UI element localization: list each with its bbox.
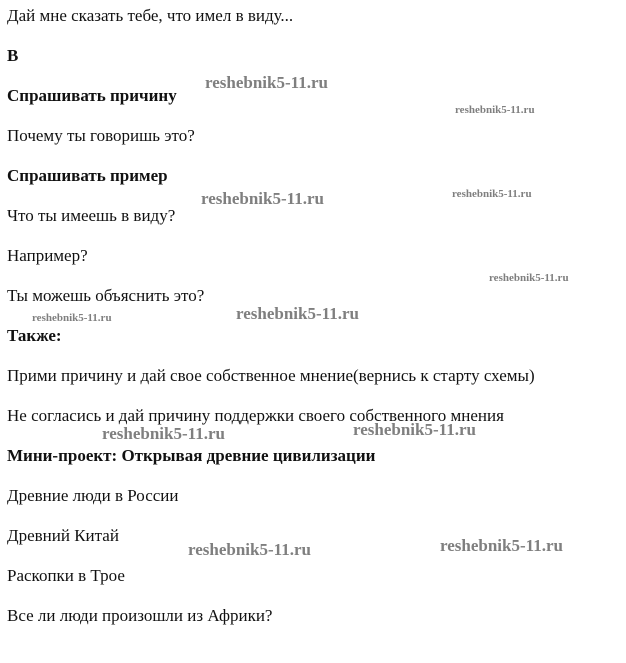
ask-example-question-3: Ты можешь объяснить это?: [7, 286, 205, 305]
topic-3: Раскопки в Трое: [7, 566, 125, 585]
topic-1: Древние люди в России: [7, 486, 179, 505]
also-heading: Также:: [7, 326, 62, 345]
watermark-text: reshebnik5-11.ru: [353, 420, 476, 439]
topic-4: Все ли люди произошли из Африки?: [7, 606, 273, 625]
watermark-text: reshebnik5-11.ru: [236, 304, 359, 323]
watermark-text: reshebnik5-11.ru: [455, 104, 535, 116]
topic-2: Древний Китай: [7, 526, 119, 545]
ask-reason-heading: Спрашивать причину: [7, 86, 177, 105]
also-item-2: Не согласись и дай причину поддержки своего собственного мнения: [7, 406, 504, 425]
ask-reason-question: Почему ты говоришь это?: [7, 126, 195, 145]
also-item-1: Прими причину и дай свое собственное мнение(вернись к старту схемы): [7, 366, 535, 385]
mini-project-heading: Мини-проект: Открывая древние цивилизации: [7, 446, 376, 465]
ask-example-question-1: Что ты имеешь в виду?: [7, 206, 176, 225]
ask-example-heading: Спрашивать пример: [7, 166, 168, 185]
watermark-text: reshebnik5-11.ru: [188, 540, 311, 559]
watermark-text: reshebnik5-11.ru: [32, 312, 112, 324]
intro-line: Дай мне сказать тебе, что имел в виду...: [7, 6, 294, 25]
watermark-text: reshebnik5-11.ru: [201, 189, 324, 208]
watermark-text: reshebnik5-11.ru: [440, 536, 563, 555]
watermark-text: reshebnik5-11.ru: [452, 188, 532, 200]
section-letter-b: B: [7, 46, 19, 65]
watermark-text: reshebnik5-11.ru: [102, 424, 225, 443]
watermark-text: reshebnik5-11.ru: [489, 272, 569, 284]
watermark-text: reshebnik5-11.ru: [205, 73, 328, 92]
ask-example-question-2: Например?: [7, 246, 88, 265]
